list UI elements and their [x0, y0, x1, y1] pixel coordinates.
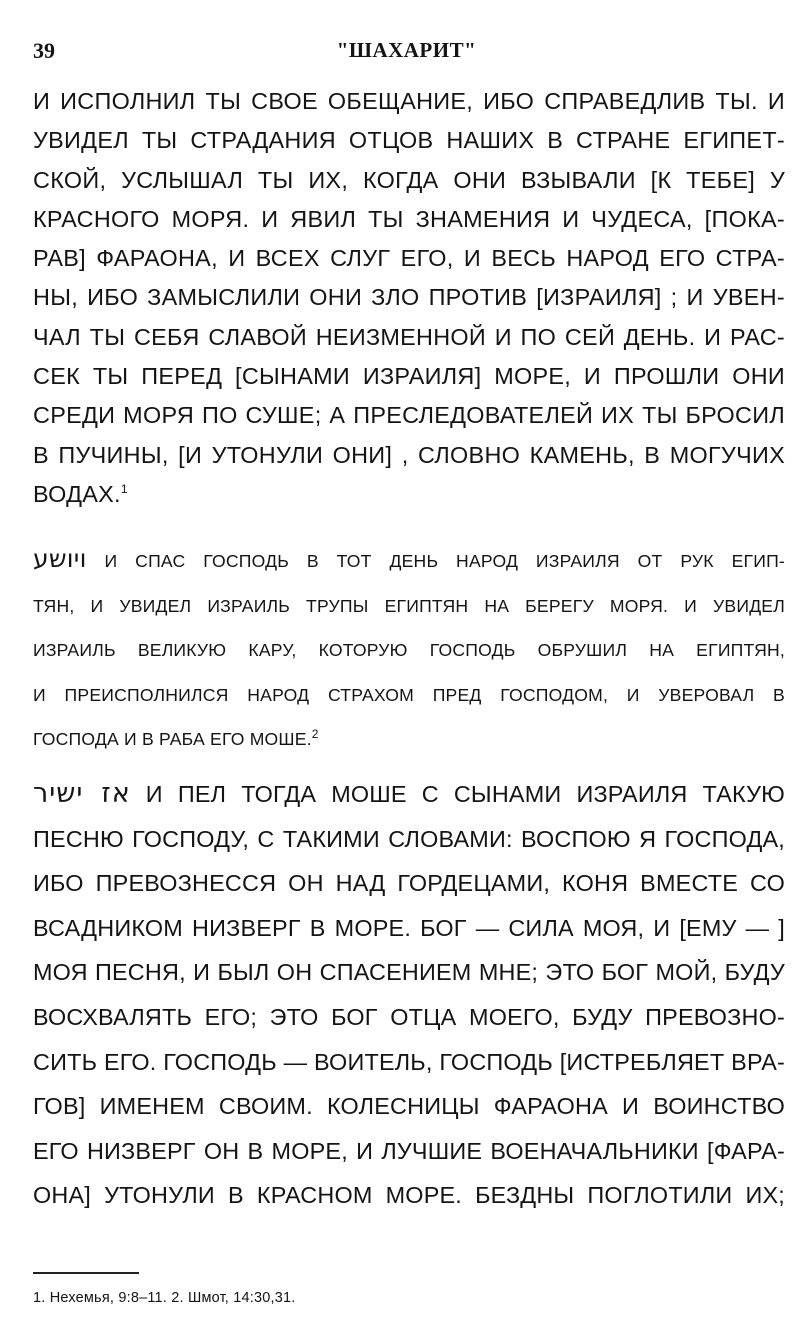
text-line: ВСАДНИКОМ НИЗВЕРГ В МОРЕ. БОГ — СИЛА МОЯ, И [ЕМУ — ] [33, 914, 785, 941]
text-line: МОЯ ПЕСНЯ, И БЫЛ ОН СПАСЕНИЕМ МНЕ; ЭТО БОГ МОЙ, БУДУ [33, 959, 785, 986]
text-line-last [33, 475, 785, 514]
footnotes: 1. Нехемья, 9:8–11. 2. Шмот, 14:30,31. [33, 1290, 296, 1306]
text-line: РАВ] ФАРАОНА, И ВСЕХ СЛУГ ЕГО, И ВЕСЬ НАРОД ЕГО СТРА- [33, 245, 785, 272]
footnote-mark: 1 [120, 482, 128, 497]
text-line: ИЗРАИЛЬ ВЕЛИКУЮ КАРУ, КОТОРУЮ ГОСПОДЬ ОБРУШИЛ НА ЕГИПТЯН, [33, 640, 785, 660]
hebrew-lead-word: ויושע [33, 544, 87, 573]
paragraph-2 [33, 537, 785, 762]
text-fragment: И СПАС ГОСПОДЬ В ТОТ ДЕНЬ НАРОД ИЗРАИЛЯ ОТ РУК ЕГИП- [104, 551, 785, 571]
running-title: "ШАХАРИТ" [336, 38, 477, 62]
page-number: 39 [33, 38, 55, 63]
text-line: В ПУЧИНЫ, [И УТОНУЛИ ОНИ] , СЛОВНО КАМЕНЬ, В МОГУЧИХ [33, 441, 785, 468]
hebrew-lead-word: אז ישיר [33, 778, 131, 809]
text-line: ВОСХВАЛЯТЬ ЕГО; ЭТО БОГ ОТЦА МОЕГО, БУДУ ПРЕВОЗНО- [33, 1003, 785, 1030]
text-line: СИТЬ ЕГО. ГОСПОДЬ — ВОИТЕЛЬ, ГОСПОДЬ [ИСТРЕБЛЯЕТ ВРА- [33, 1048, 785, 1075]
text-line-first [33, 537, 785, 584]
page-header [33, 38, 780, 68]
text-line: И ИСПОЛНИЛ ТЫ СВОЕ ОБЕЩАНИЕ, ИБО СПРАВЕДЛИВ ТЫ. И [33, 88, 785, 114]
text-line-last [33, 717, 785, 762]
paragraph-3 [33, 772, 785, 1218]
footnote-mark: 2 [311, 727, 319, 742]
text-fragment: ВОДАХ. [33, 480, 121, 507]
footnote-divider [33, 1272, 139, 1274]
text-line: СРЕДИ МОРЯ ПО СУШЕ; А ПРЕСЛЕДОВАТЕЛЕЙ ИХ ТЫ БРОСИЛ [33, 402, 785, 429]
text-line: И ПРЕИСПОЛНИЛСЯ НАРОД СТРАХОМ ПРЕД ГОСПОДОМ, И УВЕРОВАЛ В [33, 684, 785, 705]
text-line: ПЕСНЮ ГОСПОДУ, С ТАКИМИ СЛОВАМИ: ВОСПОЮ Я ГОСПОДА, [33, 825, 785, 852]
text-line: ЕГО НИЗВЕРГ ОН В МОРЕ, И ЛУЧШИЕ ВОЕНАЧАЛЬНИКИ [ФАРА- [33, 1137, 785, 1164]
text-line-first [33, 772, 785, 817]
text-fragment: ГОСПОДА И В РАБА ЕГО МОШЕ. [33, 729, 312, 749]
text-line: УВИДЕЛ ТЫ СТРАДАНИЯ ОТЦОВ НАШИХ В СТРАНЕ ЕГИПЕТ- [33, 127, 785, 154]
text-line: СКОЙ, УСЛЫШАЛ ТЫ ИХ, КОГДА ОНИ ВЗЫВАЛИ [К ТЕБЕ] У [33, 166, 785, 193]
text-line: КРАСНОГО МОРЯ. И ЯВИЛ ТЫ ЗНАМЕНИЯ И ЧУДЕСА, [ПОКА- [33, 205, 785, 232]
text-line: НЫ, ИБО ЗАМЫСЛИЛИ ОНИ ЗЛО ПРОТИВ [ИЗРАИЛЯ] ; И УВЕН- [33, 284, 785, 311]
text-line: ГОВ] ИМЕНЕМ СВОИМ. КОЛЕСНИЦЫ ФАРАОНА И ВОИНСТВО [33, 1093, 785, 1120]
text-fragment: И ПЕЛ ТОГДА МОШЕ С СЫНАМИ ИЗРАИЛЯ ТАКУЮ [145, 781, 785, 807]
paragraph-1 [33, 82, 785, 514]
text-line: ОНА] УТОНУЛИ В КРАСНОМ МОРЕ. БЕЗДНЫ ПОГЛОТИЛИ ИХ; [33, 1182, 785, 1209]
text-line: ИБО ПРЕВОЗНЕССЯ ОН НАД ГОРДЕЦАМИ, КОНЯ ВМЕСТЕ СО [33, 870, 785, 897]
text-line: ЧАЛ ТЫ СЕБЯ СЛАВОЙ НЕИЗМЕННОЙ И ПО СЕЙ ДЕНЬ. И РАС- [33, 323, 785, 350]
text-line: ТЯН, И УВИДЕЛ ИЗРАИЛЬ ТРУПЫ ЕГИПТЯН НА БЕРЕГУ МОРЯ. И УВИДЕЛ [33, 595, 785, 616]
text-line: СЕК ТЫ ПЕРЕД [СЫНАМИ ИЗРАИЛЯ] МОРЕ, И ПРОШЛИ ОНИ [33, 363, 785, 390]
